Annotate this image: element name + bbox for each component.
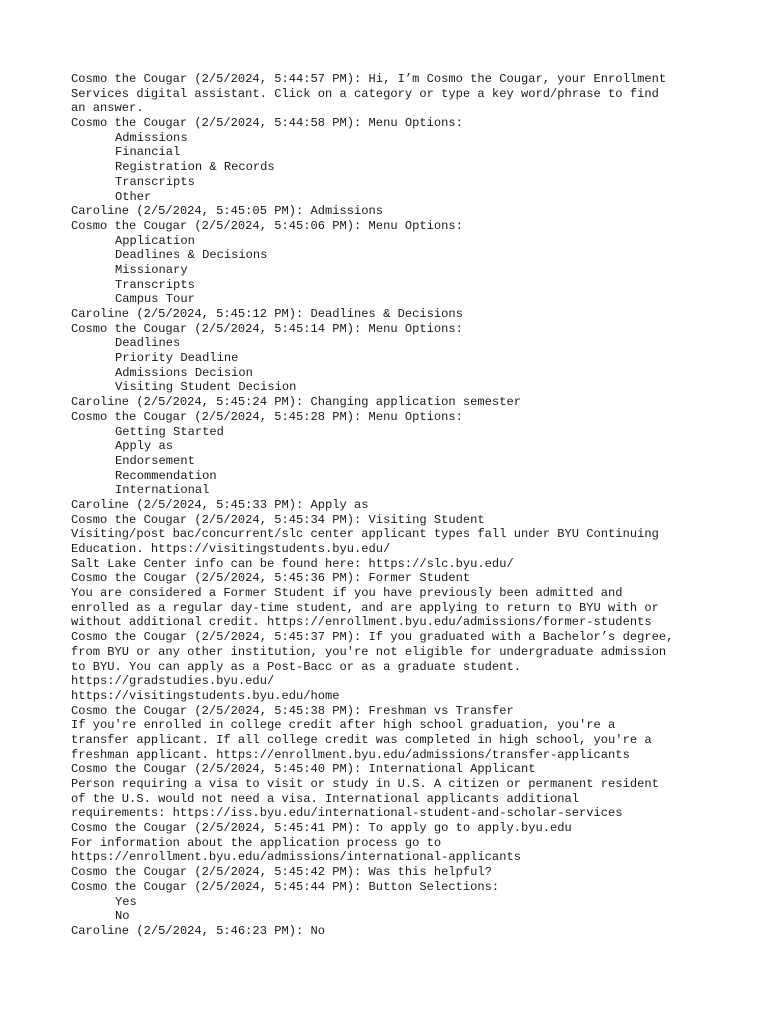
transcript-line: of the U.S. would not need a visa. International applicants additional [71,791,580,806]
transcript-line: Cosmo the Cougar (2/5/2024, 5:44:57 PM): Hi, I’m Cosmo the Cougar, your Enrollment [71,72,667,86]
transcript-line: Cosmo the Cougar (2/5/2024, 5:45:42 PM): Was this helpful? [71,865,492,880]
transcript-line: Cosmo the Cougar (2/5/2024, 5:45:14 PM): Menu Options: [71,321,463,336]
transcript-line: If you're enrolled in college credit after high school graduation, you're a [71,718,616,733]
menu-option-line: No [115,909,130,924]
transcript-line: Cosmo the Cougar (2/5/2024, 5:45:40 PM): International Applicant [71,762,536,777]
transcript-line: to BYU. You can apply as a Post-Bacc or as a graduate student. [71,659,521,674]
transcript-line: Cosmo the Cougar (2/5/2024, 5:45:44 PM): Button Selections: [71,879,500,894]
transcript-line: transfer applicant. If all college credit was completed in high school, you're a [71,732,652,747]
transcript-line: Cosmo the Cougar (2/5/2024, 5:45:28 PM): Menu Options: [71,409,463,424]
menu-option-line: International [115,483,210,498]
transcript-line: Cosmo the Cougar (2/5/2024, 5:45:41 PM): To apply go to apply.byu.edu [71,821,572,836]
transcript-line: Education. https://visitingstudents.byu.edu/ [71,542,391,556]
menu-option-line: Visiting Student Decision [115,380,297,395]
transcript-line: an answer. [71,101,144,116]
transcript-line: Cosmo the Cougar (2/5/2024, 5:45:06 PM): Menu Options: [71,218,463,233]
menu-option-line: Application [115,233,195,248]
menu-option-line: Admissions Decision [115,365,253,380]
transcript-line: Cosmo the Cougar (2/5/2024, 5:45:38 PM): Freshman vs Transfer [71,703,514,718]
transcript-line: Person requiring a visa to visit or study in U.S. A citizen or permanent resident [71,777,659,791]
transcript-line: Cosmo the Cougar (2/5/2024, 5:45:37 PM): If you graduated with a Bachelor’s degree, [71,630,674,645]
transcript-line: requirements: https://iss.byu.edu/international-student-and-scholar-services [71,806,623,821]
transcript-line: https://gradstudies.byu.edu/ [71,674,275,689]
menu-option-line: Registration & Records [115,160,275,175]
transcript-line: Caroline (2/5/2024, 5:46:23 PM): No [71,923,326,938]
transcript-line: Caroline (2/5/2024, 5:45:33 PM): Apply as [71,497,369,512]
menu-option-line: Transcripts [115,174,195,189]
menu-option-line: Missionary [115,262,188,277]
menu-option-line: Financial [115,145,181,160]
transcript-line: Cosmo the Cougar (2/5/2024, 5:44:58 PM): Menu Options: [71,116,463,131]
transcript-line: https://enrollment.byu.edu/admissions/international-applicants [71,850,521,865]
transcript-line: from BYU or any other institution, you're not eligible for undergraduate admission [71,644,667,659]
menu-option-line: Getting Started [115,424,224,439]
transcript-line: https://visitingstudents.byu.edu/home [71,688,340,703]
transcript-line: For information about the application process go to [71,835,442,850]
transcript-line: Caroline (2/5/2024, 5:45:24 PM): Changing application semester [71,395,521,410]
menu-option-line: Recommendation [115,468,217,483]
menu-option-line: Other [115,189,152,204]
transcript-line: Visiting/post bac/concurrent/slc center applicant types fall under BYU Continuing [71,527,659,542]
transcript-line: Cosmo the Cougar (2/5/2024, 5:45:34 PM): Visiting Student [71,512,485,527]
menu-option-line: Deadlines & Decisions [115,248,268,263]
menu-option-line: Admissions [115,130,188,145]
transcript-line: You are considered a Former Student if you have previously been admitted and [71,586,623,601]
transcript-line: Caroline (2/5/2024, 5:45:05 PM): Admissions [71,204,384,219]
transcript-line: Services digital assistant. Click on a category or type a key word/phrase to find [71,86,659,101]
menu-option-line: Priority Deadline [115,351,239,366]
transcript-line: without additional credit. https://enrollment.byu.edu/admissions/former-students [71,615,652,630]
menu-option-line: Deadlines [115,336,181,351]
menu-option-line: Yes [115,894,137,909]
transcript-line: Caroline (2/5/2024, 5:45:12 PM): Deadlines & Decisions [71,307,463,321]
menu-option-line: Transcripts [115,277,195,292]
menu-option-line: Apply as [115,439,174,454]
transcript-line: freshman applicant. https://enrollment.byu.edu/admissions/transfer-applicants [71,747,630,762]
menu-option-line: Campus Tour [115,292,195,307]
transcript-line: Salt Lake Center info can be found here: https://slc.byu.edu/ [71,556,514,571]
transcript-line: enrolled as a regular day-time student, and are applying to return to BYU with or [71,600,659,615]
chat-transcript [71,72,711,939]
transcript-line: Cosmo the Cougar (2/5/2024, 5:45:36 PM): Former Student [71,571,471,586]
menu-option-line: Endorsement [115,453,195,468]
